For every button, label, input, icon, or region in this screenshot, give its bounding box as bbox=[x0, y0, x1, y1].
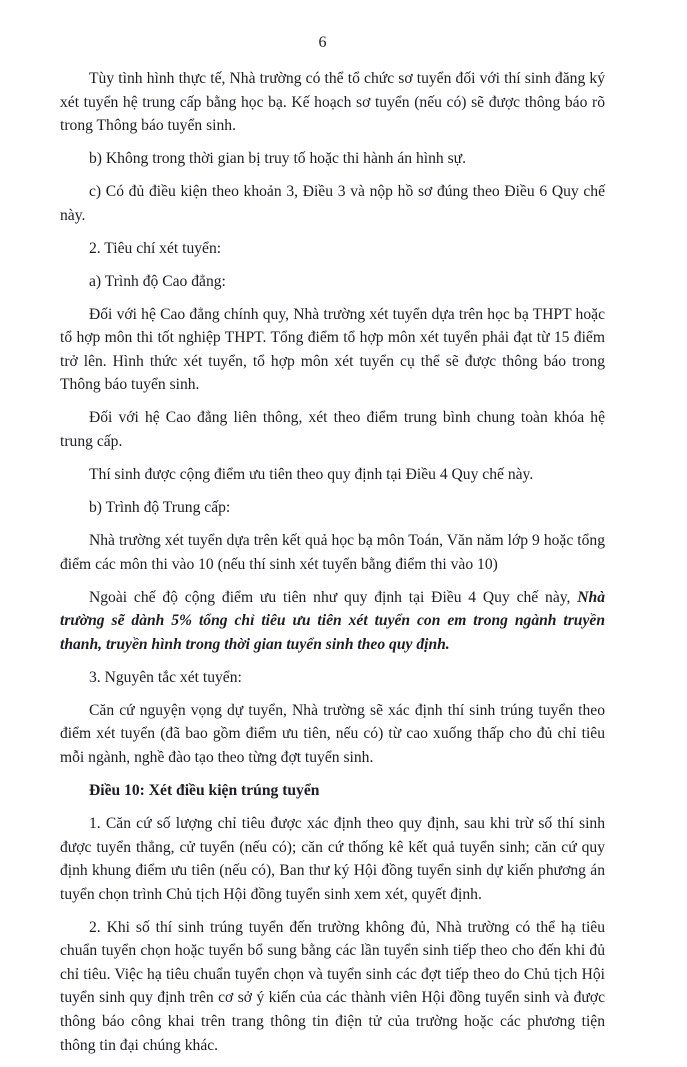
paragraph-quota-priority bbox=[60, 586, 605, 657]
subsection-college: a) Trình độ Cao đẳng: bbox=[89, 272, 226, 290]
section-principles: 3. Nguyên tắc xét tuyển: bbox=[89, 668, 242, 686]
section-criteria: 2. Tiêu chí xét tuyển: bbox=[89, 239, 222, 257]
paragraph-college-transfer: Đối với hệ Cao đẳng liên thông, xét theo điểm trung bình chung toàn khóa hệ trung cấp. bbox=[60, 409, 605, 451]
paragraph-intermediate-basis: Nhà trường xét tuyển dựa trên kết quả học bạ môn Toán, Văn năm lớp 9 hoặc tổng điểm các môn thi vào 10 (nếu thí sinh xét tuyển bằng điểm thi vào 10) bbox=[60, 532, 605, 573]
page-number: 6 bbox=[318, 34, 327, 51]
paragraph-article-10-2: 2. Khi số thí sinh trúng tuyển đến trường không đủ, Nhà trường có thể hạ tiêu chuẩn tuyển chọn hoặc tuyển bổ sung bằng các lần tuyển sinh tiếp theo cho đến khi đủ chỉ tiêu. Việc hạ tiêu chuẩn tuyển chọn và tuyển sinh các đợt tiếp theo do Chủ tịch Hội tuyển sinh quy định trên cơ sở ý kiến của các thành viên Hội đồng tuyển sinh và được thông báo công khai trên trang thông tin điện tử của trường hoặc các phương tiện thông tin đại chúng khác. bbox=[60, 918, 605, 1054]
paragraph-article-10-1: 1. Căn cứ số lượng chỉ tiêu được xác định theo quy định, sau khi trừ số thí sinh được tuyển thẳng, cử tuyển (nếu có); căn cứ thống kê kết quả tuyển sinh; căn cứ quy định khung điểm ưu tiên (nếu có), Ban thư ký Hội đồng tuyển sinh dự kiến phương án tuyển chọn trình Chủ tịch Hội đồng tuyển sinh xem xét, quyết định. bbox=[60, 814, 605, 903]
article-10-heading: Điều 10: Xét điều kiện trúng tuyển bbox=[89, 781, 320, 799]
document-body bbox=[60, 67, 605, 1067]
paragraph-condition-b: b) Không trong thời gian bị truy tố hoặc thi hành án hình sự. bbox=[89, 150, 467, 168]
paragraph-priority-points: Thí sinh được cộng điểm ưu tiên theo quy định tại Điều 4 Quy chế này. bbox=[89, 466, 534, 484]
paragraph-principles: Căn cứ nguyện vọng dự tuyển, Nhà trường sẽ xác định thí sinh trúng tuyển theo điểm xét tuyển (đã bao gồm điểm ưu tiên, nếu có) từ cao xuống thấp cho đủ chỉ tiêu mỗi ngành, nghề đào tạo theo từng đợt tuyển sinh. bbox=[60, 701, 605, 766]
paragraph-college-regular: Đối với hệ Cao đẳng chính quy, Nhà trường xét tuyển dựa trên học bạ THPT hoặc tổ hợp môn thi tốt nghiệp THPT. Tổng điểm tổ hợp môn xét tuyển phải đạt từ 15 điểm trở lên. Hình thức xét tuyển, tổ hợp môn xét tuyển cụ thể sẽ được thông báo trong Thông báo tuyển sinh. bbox=[60, 305, 605, 394]
paragraph-quota-emphasis: Nhà trường sẽ dành 5% tổng chỉ tiêu ưu tiên xét tuyển con em trong ngành truyền thanh, truyền hình trong thời gian tuyển sinh theo quy định. bbox=[60, 588, 605, 653]
paragraph-condition-c: c) Có đủ điều kiện theo khoản 3, Điều 3 và nộp hồ sơ đúng theo Điều 6 Quy chế này. bbox=[60, 183, 605, 224]
paragraph-quota-text: Ngoài chế độ cộng điểm ưu tiên như quy định tại Điều 4 Quy chế này, bbox=[89, 588, 578, 606]
subsection-intermediate: b) Trình độ Trung cấp: bbox=[89, 499, 231, 517]
paragraph-preselection: Tùy tình hình thực tế, Nhà trường có thể tổ chức sơ tuyển đối với thí sinh đăng ký xét tuyển hệ trung cấp bằng học bạ. Kế hoạch sơ tuyển (nếu có) sẽ được thông báo rõ trong Thông báo tuyển sinh. bbox=[60, 70, 605, 135]
